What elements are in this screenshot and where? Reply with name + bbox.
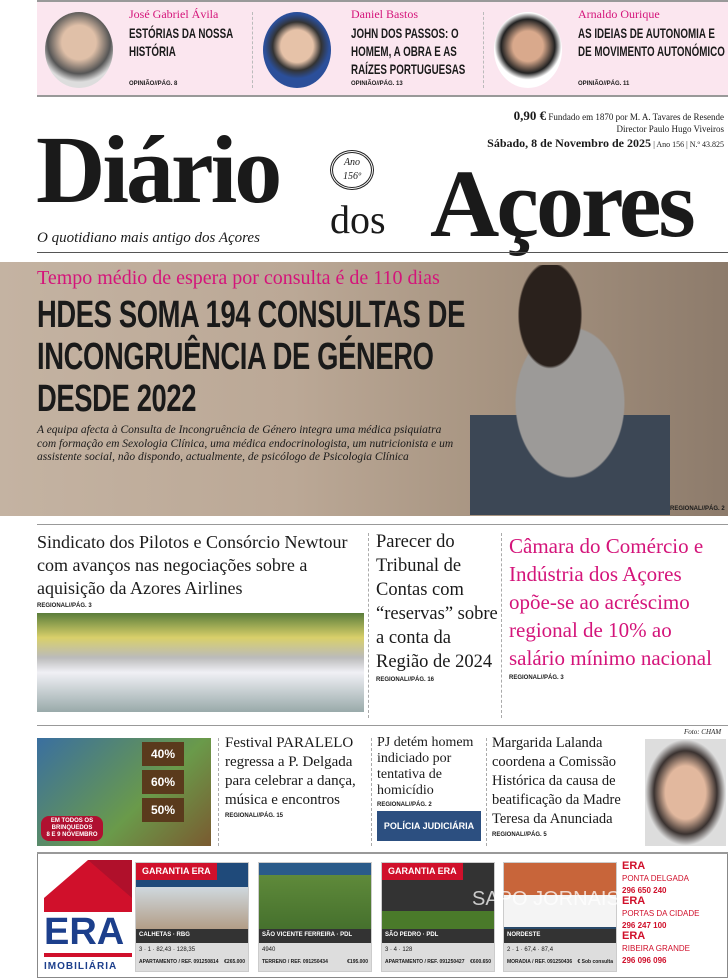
hero-story [37, 266, 497, 465]
toy-ad-slogan: EM TODOS OS BRINQUEDOS [50, 818, 94, 831]
contact-office: PORTAS DA CIDADE [622, 909, 700, 918]
story-headline[interactable]: PJ detém homem indiciado por tentativa de homicídio [377, 735, 474, 798]
discount-sign: 60% [142, 770, 184, 794]
listing-specs: 3 · 1 · 82,43 · 128,35 [139, 947, 196, 953]
page-ref: OPINIÃO//PÁG. 13 [351, 81, 403, 87]
era-roof-base [44, 898, 132, 912]
toy-ad-dates: 8 E 9 NOVEMBRO [46, 832, 98, 838]
listing-card[interactable] [135, 862, 249, 972]
opinion-title: ESTÓRIAS DA NOSSA HISTÓRIA [129, 25, 233, 59]
photo-credit: Foto: CHAM [684, 728, 722, 736]
hero-lede: A equipa afecta à Consulta de Incongruência de Género integra uma médica psiquiatra com formação em Sexologia Clínica, uma médica endocrinologista, um nutricionista e um assistente social, não dispondo, actualmente, de psicólogo de Psicologia Clínica [37, 424, 454, 463]
page-ref: REGIONAL//PÁG. 3 [37, 603, 92, 609]
page-ref: REGIONAL//PÁG. 2 [670, 506, 725, 512]
page-ref: REGIONAL//PÁG. 2 [377, 802, 432, 808]
listing-card[interactable] [258, 862, 372, 972]
opinion-title: JOHN DOS PASSOS: O HOMEM, A OBRA E AS RAÍZES PORTUGUESAS [351, 25, 466, 77]
discount-sign: 40% [142, 742, 184, 766]
hero-kicker: Tempo médio de espera por consulta é de 110 dias [37, 267, 440, 289]
divider [501, 533, 502, 718]
contact-office: RIBEIRA GRANDE [622, 944, 691, 953]
listing-price: € Sob consulta [577, 959, 613, 965]
story-headline[interactable]: Festival PARALELO regressa a P. Delgada para celebrar a dança, música e encontros [225, 735, 356, 808]
author: José Gabriel Ávila [129, 7, 219, 21]
contact-brand: ERA [622, 930, 646, 942]
listing-specs: 2 · 1 · 67,4 · 87,4 [507, 947, 554, 953]
era-roof-icon [44, 860, 132, 898]
listing-price: €600.650 [470, 959, 491, 965]
listing-place: SÃO VICENTE FERREIRA · PDL [259, 929, 371, 943]
listing-price: €265.000 [224, 959, 245, 965]
era-bar [44, 953, 132, 957]
tagline: O quotidiano mais antigo dos Açores [37, 230, 260, 246]
divider [37, 252, 728, 253]
page-ref: REGIONAL//PÁG. 3 [509, 675, 564, 681]
divider [37, 725, 728, 726]
opinion-strip [37, 0, 728, 97]
portrait-photo [645, 739, 726, 846]
story-headline[interactable]: Sindicato dos Pilotos e Consórcio Newtour com avanços nas negociações sobre a aquisição da Azores Airlines [37, 532, 348, 598]
divider [252, 12, 253, 88]
author-photo [45, 12, 113, 88]
contact-brand: ERA [622, 860, 646, 872]
author-photo [263, 12, 331, 88]
page-ref: REGIONAL//PÁG. 5 [492, 832, 547, 838]
divider [483, 12, 484, 88]
watermark: SAPO JORNAIS [472, 888, 620, 910]
story-camara [509, 532, 728, 682]
story-headline[interactable]: Parecer do Tribunal de Contas com “reservas” sobre a conta da Região de 2024 [376, 532, 498, 672]
badge: GARANTIA ERA [136, 863, 217, 880]
story-festival [225, 734, 368, 820]
badge: GARANTIA ERA [382, 863, 463, 880]
listing-place: CALHETAS · RBG [136, 929, 248, 943]
era-logo: ERA [44, 911, 125, 953]
story-tribunal [376, 530, 498, 684]
page-ref: OPINIÃO//PÁG. 8 [129, 81, 178, 87]
opinion-title: AS IDEIAS DE AUTONOMIA E DE MOVIMENTO AUTONÓMICO [578, 25, 725, 59]
story-airlines [37, 531, 364, 712]
story-headline[interactable]: Margarida Lalanda coordena a Comissão Histórica da causa de beatificação da Madre Teresa da Anunciada [492, 735, 621, 827]
contact-phone: 296 650 240 [622, 886, 667, 895]
price-line [514, 108, 724, 125]
story-headline[interactable]: Câmara do Comércio e Indústria dos Açores opõe-se ao acréscimo regional de 10% ao salário mínimo nacional [509, 534, 712, 670]
price: 0,90 € [513, 108, 547, 123]
era-sub: IMOBILIÁRIA [44, 961, 118, 972]
listing-price: €195.000 [347, 959, 368, 965]
seal-year: 156º [342, 171, 362, 182]
era-contact [622, 860, 689, 896]
page-ref: REGIONAL//PÁG. 16 [376, 677, 435, 683]
era-contact [622, 895, 700, 931]
divider [486, 738, 487, 846]
listing-ref: TERRENO / REF. 091250434 [262, 959, 328, 965]
seal-text: Ano [343, 157, 361, 168]
page-ref: REGIONAL//PÁG. 15 [225, 813, 284, 819]
author: Daniel Bastos [351, 7, 418, 21]
story-pj [377, 735, 483, 841]
divider [371, 738, 372, 846]
police-photo: POLÍCIA JUDICIÁRIA [377, 811, 481, 841]
hero-headline[interactable]: HDES SOMA 194 CONSULTAS DE INCONGRUÊNCIA DE GÉNERO DESDE 2022 [37, 294, 465, 420]
anniversary-seal [330, 150, 374, 190]
masthead-acores: Açores [430, 150, 693, 257]
author-photo [494, 12, 562, 88]
listing-ref: APARTAMENTO / REF. 091250814 [139, 959, 219, 965]
listing-place: SÃO PEDRO · PDL [382, 929, 494, 943]
listing-ref: MORADIA / REF. 091250436 [507, 959, 573, 965]
divider [368, 533, 369, 718]
masthead-diario: Diário [36, 116, 280, 223]
opinion-item[interactable] [259, 2, 483, 95]
listing-ref: APARTAMENTO / REF. 091250427 [385, 959, 465, 965]
opinion-item[interactable] [37, 2, 252, 95]
founded: Fundado em 1870 por M. A. Tavares de Resende [548, 112, 724, 122]
issue: | Ano 156 | N.º 43.825 [653, 140, 724, 149]
divider [218, 738, 219, 846]
listing-card[interactable] [503, 862, 617, 972]
date: Sábado, 8 de Novembro de 2025 [487, 136, 651, 150]
listing-specs: 3 · 4 · 128 [385, 947, 413, 953]
masthead-dos: dos [330, 197, 386, 242]
page-ref: OPINIÃO//PÁG. 11 [578, 81, 630, 87]
contact-phone: 296 096 096 [622, 956, 667, 965]
listing-place: NORDESTE [504, 929, 616, 943]
opinion-text [578, 7, 728, 88]
contact-phone: 296 247 100 [622, 921, 667, 930]
author: Arnaldo Ourique [578, 7, 660, 21]
story-margarida [492, 734, 642, 839]
contact-office: PONTA DELGADA [622, 874, 689, 883]
listing-card[interactable] [381, 862, 495, 972]
contact-brand: ERA [622, 895, 646, 907]
discount-sign: 50% [142, 798, 184, 822]
hero-figure [470, 265, 670, 515]
era-contact [622, 930, 690, 966]
listing-specs: 4940 [262, 947, 276, 953]
opinion-item[interactable] [486, 2, 728, 95]
date-line [487, 136, 724, 152]
airport-photo [37, 613, 364, 712]
toy-ad[interactable] [37, 738, 211, 846]
director: Director Paulo Hugo Viveiros [616, 124, 724, 134]
toy-ad-text [41, 816, 103, 841]
divider [37, 524, 728, 525]
